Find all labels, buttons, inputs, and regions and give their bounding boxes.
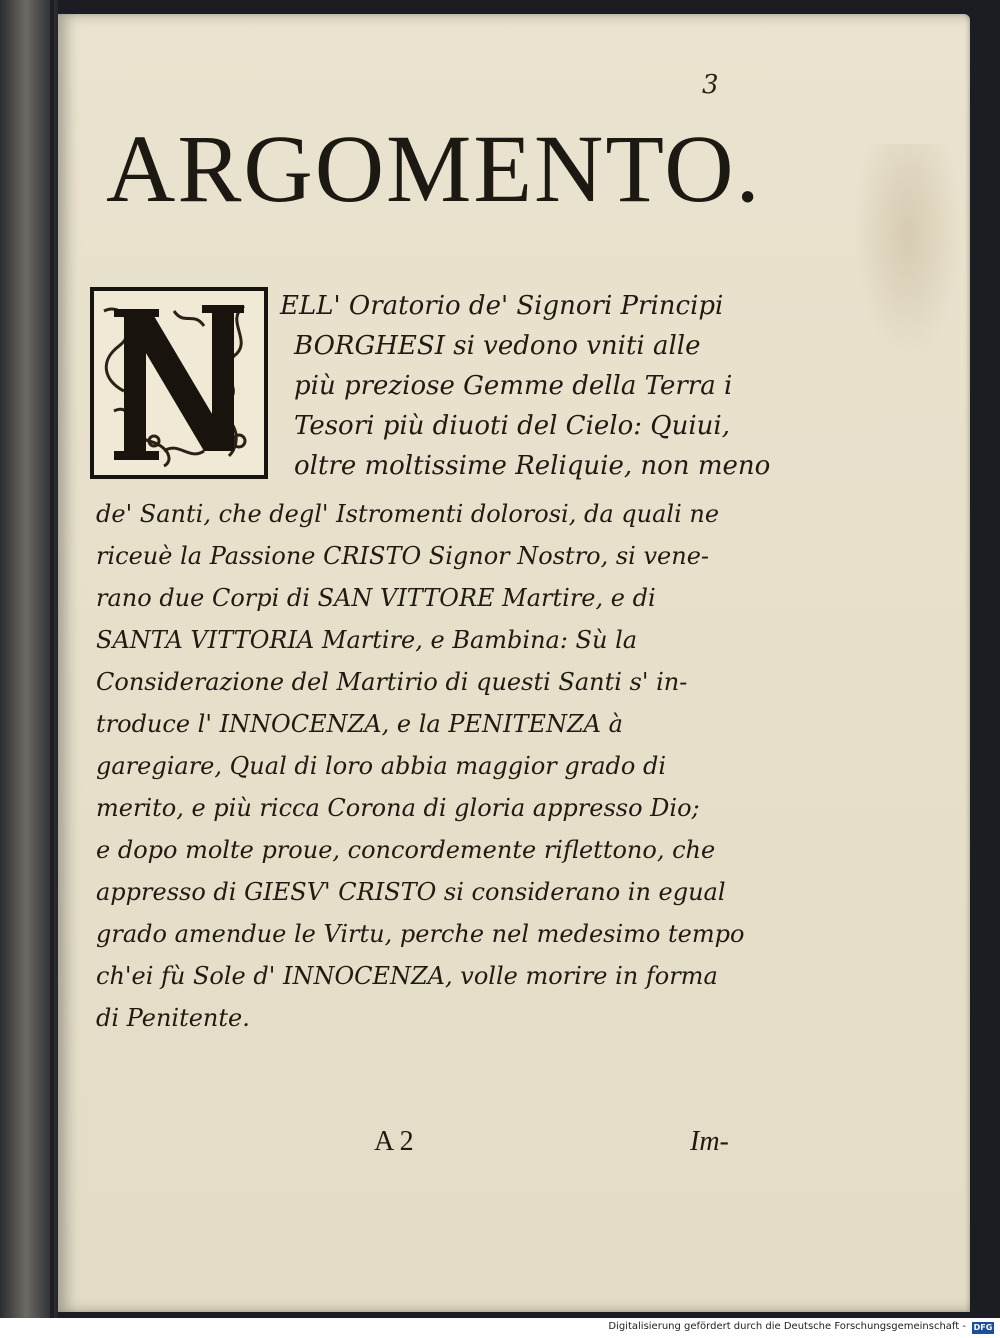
text-line: ELL' Oratorio de' Signori Principi	[280, 291, 724, 321]
text-line: più preziose Gemme della Terra i	[294, 371, 733, 401]
dfg-logo: DFG	[973, 1323, 993, 1332]
signature-mark: A 2	[374, 1126, 414, 1157]
text-line: appresso di GIESV' CRISTO si considerano in egual	[96, 878, 726, 906]
text-line: rano due Corpi di SAN VITTORE Martire, e di	[96, 584, 656, 612]
decorated-initial	[90, 287, 268, 479]
page-stain	[853, 144, 963, 364]
text-line: merito, e più ricca Corona di gloria appresso Dio;	[96, 794, 700, 822]
text-line: grado amendue le Virtu, perche nel medesimo tempo	[96, 920, 745, 948]
catchword: Im-	[690, 1126, 729, 1157]
text-line: SANTA VITTORIA Martire, e Bambina: Sù la	[96, 626, 638, 654]
text-line: riceuè la Passione CRISTO Signor Nostro, si vene-	[96, 542, 710, 570]
text-line: Tesori più diuoti del Cielo: Quiui,	[294, 411, 730, 441]
text-line: BORGHESI si vedono vniti alle	[294, 331, 701, 361]
page-number: 3	[702, 70, 719, 100]
text-line: de' Santi, che degl' Istromenti dolorosi, da quali ne	[96, 500, 720, 528]
text-line: ch'ei fù Sole d' INNOCENZA, volle morire in forma	[96, 962, 718, 990]
footer-credit: Digitalisierung gefördert durch die Deutsche Forschungsgemeinschaft -	[608, 1321, 966, 1332]
text-line: garegiare, Qual di loro abbia maggior grado di	[96, 752, 667, 780]
text-line: oltre moltissime Reliquie, non meno	[294, 451, 771, 481]
initial-letter: N	[94, 291, 95, 292]
text-line: troduce l' INNOCENZA, e la PENITENZA à	[96, 710, 623, 738]
page-title: ARGOMENTO.	[106, 115, 762, 222]
text-line: e dopo molte proue, concordemente riflettono, che	[96, 836, 716, 864]
binding-edge	[50, 0, 54, 1318]
digitization-footer	[0, 1318, 1000, 1338]
text-line: di Penitente.	[96, 1004, 250, 1032]
book-page	[58, 14, 970, 1312]
ornament-initial-image	[94, 291, 264, 475]
text-line: Considerazione del Martirio di questi Santi s' in-	[96, 668, 688, 696]
book-binding	[0, 0, 58, 1318]
